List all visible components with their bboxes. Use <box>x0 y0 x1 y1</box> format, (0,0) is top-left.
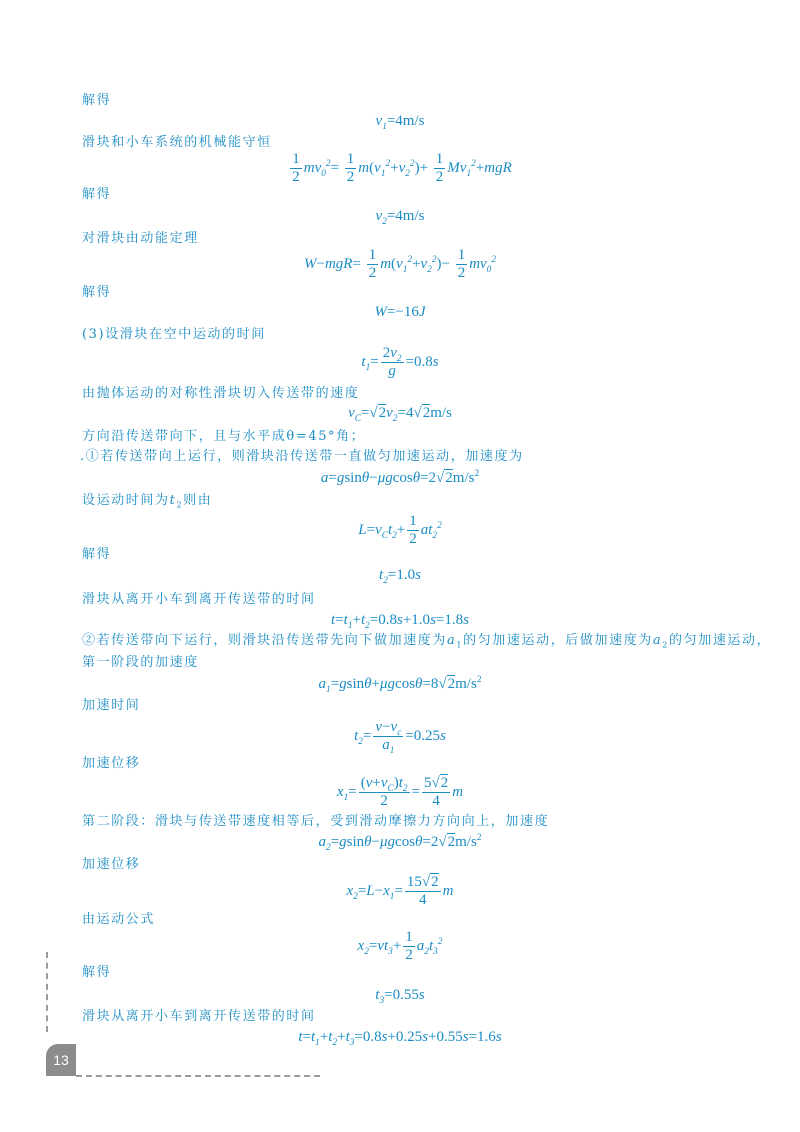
text-line: 由抛体运动的对称性滑块切入传送带的速度 <box>82 386 360 401</box>
equation-vc: $v_C=√2v_2=4√2m/s$ <box>348 405 452 424</box>
equation-L: $L=v_Ct_2+$ $\frac{1}{2}$ $at_2^2$ <box>358 513 442 547</box>
text-line: 第一阶段的加速度 <box>82 655 199 670</box>
equation-a1: $a_1=gsin\theta+\mu gcos\theta=8√2m/s^2$ <box>318 675 482 695</box>
text-line: 方向沿传送带向下，且与水平成θ=45°角； <box>82 429 366 444</box>
text-line: 滑块从离开小车到离开传送带的时间 <box>82 592 316 607</box>
text-line: 解得 <box>82 93 112 108</box>
text-line: (3)设滑块在空中运动的时间 <box>82 327 266 342</box>
equation-x2-motion: $x_2=vt_3+$ $\frac{1}{2}$ $a_2t_3^2$ <box>357 929 443 963</box>
equation-t2: $t_2=1.0s$ <box>379 567 421 586</box>
text-line: 加速位移 <box>82 756 141 771</box>
text-line: 第二阶段：滑块与传送带速度相等后，受到滑动摩擦力方向向上，加速度 <box>82 814 550 829</box>
equation-t-total-1: $t=t_1+t_2=0.8s+1.0s=1.8s$ <box>331 612 469 631</box>
text-line: 设运动时间为$t_2$则由 <box>82 493 213 510</box>
text-line: ②若传送带向下运行，则滑块沿传送带先向下做加速度为$a_1$的匀加速运动，后做加速度为$a_2$的匀加速运动， <box>82 633 772 650</box>
equation-work-energy: W−mgR= $\frac{1}{2}$ $m(v_1^2+v_2^2)-$ $\frac{1}{2}$ $mv_0^2$ <box>304 247 496 281</box>
equation-t2-accel: $t_2=$ $\frac{v-v_c}{a_1}$ =0.25s <box>354 719 446 756</box>
equation-x2: $x_2=L-x_1=$ $\frac{15√2}{4}$ m <box>346 874 454 908</box>
equation-v2: $v_2=4m/s$ <box>375 208 425 227</box>
equation-v1: $v_1=4m/s$ <box>375 113 425 132</box>
text-line: 解得 <box>82 547 112 562</box>
equation-energy-conservation: $\frac{1}{2}$ $mv_0^2=$ $\frac{1}{2}$ $m(v_1^2+v_2^2)+$ $\frac{1}{2}$ $Mv_1^2+mgR$ <box>292 151 512 185</box>
text-line: 对滑块由动能定理 <box>82 231 199 246</box>
text-line: 由运动公式 <box>82 912 156 927</box>
page-number: 13 <box>53 1052 69 1068</box>
equation-t3: $t_3=0.55s$ <box>375 987 425 1006</box>
equation-t1: $t_1=$ $\frac{2v_2}{g}$ =0.8s <box>361 345 439 379</box>
page-border-horizontal <box>76 1075 320 1077</box>
text-line: 滑块从离开小车到离开传送带的时间 <box>82 1009 316 1024</box>
equation-t-total-2: $t=t_1+t_2+t_3=0.8s+0.25s+0.55s=1.6s$ <box>298 1029 502 1048</box>
page-border-vertical <box>46 952 48 1032</box>
text-line: 解得 <box>82 187 112 202</box>
equation-W: W=−16J <box>374 304 426 320</box>
text-line: 解得 <box>82 285 112 300</box>
equation-x1: $x_1=$ $\frac{(v+v_C)t_2}{2}$ = $\frac{5√2}{4}$ m <box>336 775 464 809</box>
page-number-badge <box>46 1044 76 1076</box>
text-line: 解得 <box>82 965 112 980</box>
text-line: 加速位移 <box>82 857 141 872</box>
equation-a-up: $a=gsin\theta-\mu gcos\theta=2√2m/s^2$ <box>320 469 480 486</box>
text-line: .①若传送带向上运行，则滑块沿传送带一直做匀加速运动，加速度为 <box>80 449 524 464</box>
equation-a2: $a_2=gsin\theta-\mu gcos\theta=2√2m/s^2$ <box>318 833 482 853</box>
text-line: 加速时间 <box>82 698 141 713</box>
text-line: 滑块和小车系统的机械能守恒 <box>82 135 272 150</box>
